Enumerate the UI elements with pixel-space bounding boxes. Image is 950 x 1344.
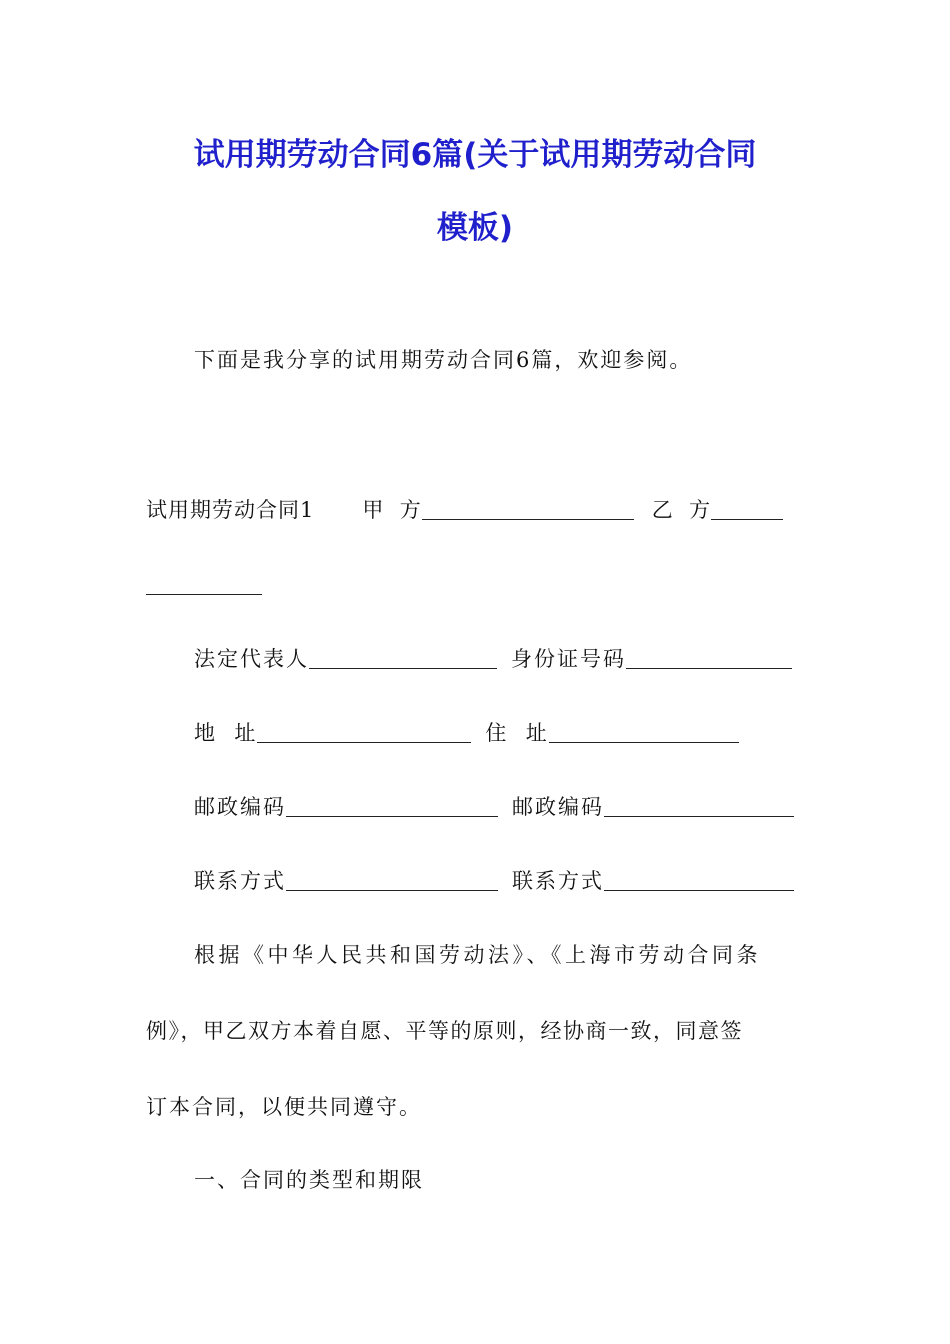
postcode-row: [194, 792, 794, 822]
postcode-a-label: 邮政编码: [194, 795, 286, 819]
address-a-blank: [257, 720, 471, 743]
legal-rep-label: 法定代表人: [194, 647, 309, 671]
contact-b-blank: [604, 868, 794, 891]
party-a-blank: [422, 497, 634, 520]
contact-row: [194, 866, 794, 896]
address-b-blank: [549, 720, 739, 743]
id-number-blank: [626, 646, 792, 669]
address-row: [194, 718, 739, 748]
body-paragraph-line-3: 订本合同，以便共同遵守。: [146, 1095, 422, 1119]
address-a-label: 地 址: [194, 721, 258, 745]
document-title-line-2: 模板): [436, 210, 514, 246]
contact-a-label: 联系方式: [194, 869, 286, 893]
postcode-b-blank: [604, 794, 794, 817]
party-b-blank-continued: [146, 572, 262, 595]
contact-a-blank: [286, 868, 498, 891]
legal-rep-row: [194, 644, 792, 674]
party-b-label: 乙 方: [651, 498, 712, 522]
contact-b-label: 联系方式: [512, 869, 604, 893]
id-number-label: 身份证号码: [511, 647, 626, 671]
intro-paragraph: 下面是我分享的试用期劳动合同6篇，欢迎参阅。: [194, 348, 693, 372]
body-paragraph-line-2: 例》，甲乙双方本着自愿、平等的原则，经协商一致，同意签: [146, 1019, 743, 1043]
party-b-blank-continued-row: [146, 570, 262, 600]
postcode-a-blank: [286, 794, 498, 817]
party-b-blank: [711, 497, 783, 520]
party-a-label: 甲 方: [362, 498, 422, 522]
section-heading-1: 一、合同的类型和期限: [194, 1168, 424, 1192]
contract-heading: 试用期劳动合同1: [146, 498, 315, 522]
address-b-label: 住 址: [485, 721, 549, 745]
postcode-b-label: 邮政编码: [512, 795, 604, 819]
legal-rep-blank: [309, 646, 497, 669]
contract-header-row: [146, 495, 783, 525]
body-paragraph-line-1: 根据《中华人民共和国劳动法》、《上海市劳动合同条: [194, 943, 761, 967]
document-title-line-1: 试用期劳动合同6篇(关于试用期劳动合同: [193, 137, 757, 173]
